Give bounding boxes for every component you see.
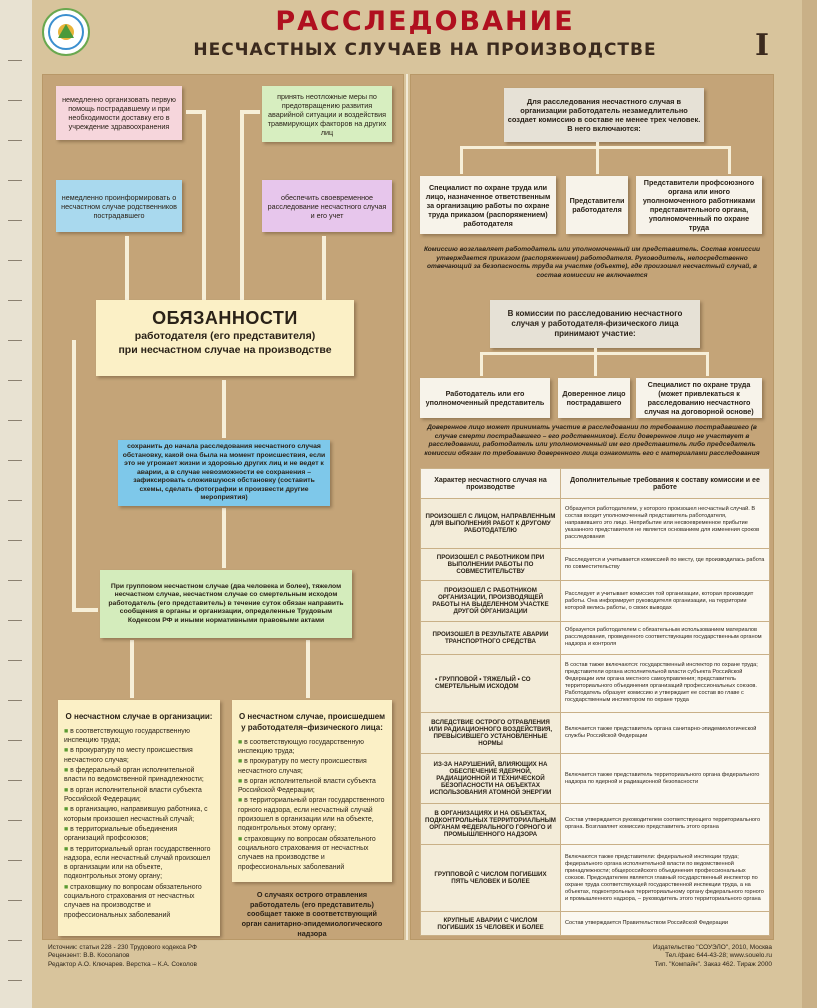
p-member-employer: Работодатель или его уполномоченный представитель — [420, 378, 550, 418]
requirements-table — [420, 468, 770, 936]
table-row: ПРОИЗОШЕЛ С ЛИЦОМ, НАПРАВЛЕННЫМ ДЛЯ ВЫПОЛНЕНИЯ РАБОТ К ДРУГОМУ РАБОТОДАТЕЛЮ Образуется работодателем, у которого произошел несчастный случай. В состав входит уполномоченный представитель работодателя, направившего это лицо. Неприбытие или несвоевременное прибытие указанного представителя не является основанием для изменения сроков расследования — [421, 499, 770, 549]
arrow-side-left — [72, 340, 76, 610]
arrow-to-group — [72, 608, 98, 612]
table-header-cell: Характер несчастного случая на производстве — [421, 469, 561, 499]
footer-source: Источник: статьи 228 - 230 Трудового кодекса РФ — [48, 944, 197, 951]
commission-note: Комиссию возглавляет работодатель или уполномоченный им представитель. Состав комиссии утверждается приказом (распоряжением) работодателя. Руководитель, непосредственно отвечающий за безопасность труда на участке (объекте), где произошел несчастный случай, в состав комиссии не включается — [423, 246, 761, 279]
trustee-note: Доверенное лицо может принимать участие в расследовании по требованию пострадавшего (в случае смерти пострадавшего – его родственников). Если доверенное лицо не участвует в расследовании, работодатель или уполномоченный им его представитель либо председатель комиссии обязан по требованию доверенного лица ознакомить его с материалами расследования — [424, 424, 760, 457]
phys-item: ■ страховщику по вопросам обязательного социального страхования от несчастных случаев на производстве и профессиональных заболеваний — [238, 835, 376, 871]
table-row: ПРОИЗОШЕЛ С РАБОТНИКОМ ПРИ ВЫПОЛНЕНИИ РАБОТЫ ПО СОВМЕСТИТЕЛЬСТВУ Расследуется и учитывается комиссией по месту, где производилась работа по совместительству — [421, 548, 770, 580]
phys-branch-2 — [594, 348, 597, 376]
table-row: В ОРГАНИЗАЦИЯХ И НА ОБЪЕКТАХ, ПОДКОНТРОЛЬНЫХ ТЕРРИТОРИАЛЬНЫМ ОРГАНАМ ФЕДЕРАЛЬНОГО ГОРНОГО И ПРОМЫШЛЕННОГО НАДЗОРА Состав утверждается руководителем соответствующего территориального органа. Возглавляет комиссию представитель этого органа — [421, 803, 770, 844]
footer-right — [560, 944, 772, 969]
table-row: ИЗ-ЗА НАРУШЕНИЙ, ВЛИЯЮЩИХ НА ОБЕСПЕЧЕНИЕ ЯДЕРНОЙ, РАДИАЦИОННОЙ И ТЕХНИЧЕСКОЙ БЕЗОПАСНОСТИ НА ОБЪЕКТАХ ИСПОЛЬЗОВАНИЯ АТОМНОЙ ЭНЕРГИИ Включается также представитель территориального органа федерального надзора по ядерной и радиационной безопасности — [421, 754, 770, 804]
footer-reviewer: Рецензент: В.В. Косолапов — [48, 952, 130, 960]
table-row: • ГРУППОВОЙ • ТЯЖЕЛЫЙ • СО СМЕРТЕЛЬНЫМ ИСХОДОМ В состав также включаются: государственный инспектор по охране труда; представители органа исполнительной власти субъекта Российской Федерации или органа местного самоуправления; представитель территориального объединения организаций профессиональных союзов. Работодатель образует комиссию и утверждает ее состав во главе с государственным инспектором по охране труда — [421, 654, 770, 712]
phys-item: ■ в соответствующую государственную инспекцию труда; — [238, 738, 364, 755]
logo-icon — [46, 12, 86, 52]
org-item: ■ в орган исполнительной власти субъекта Российской Федерации; — [64, 786, 202, 803]
footer-editor: Редактор А.О. Ключарев. Верстка – К.А. Соколов — [48, 960, 197, 968]
arrow-right-1 — [240, 110, 260, 114]
arrow-up-right — [240, 110, 244, 300]
commission-box: Для расследования несчастного случая в организации работодатель незамедлительно создает комиссию в составе не менее трех человек. В него включаются: — [504, 88, 704, 142]
obligations-title: ОБЯЗАННОСТИ — [152, 308, 298, 328]
org-item: ■ страховщику по вопросам обязательного социального страхования от несчастных случаев на производстве и профессиональных заболеваний — [64, 883, 202, 919]
arrow-down-3 — [130, 640, 134, 698]
branch-3 — [728, 146, 731, 174]
arrow-up-left — [202, 110, 206, 300]
table-row: ВСЛЕДСТВИЕ ОСТРОГО ОТРАВЛЕНИЯ ИЛИ РАДИАЦИОННОГО ВОЗДЕЙСТВИЯ, ПРЕВЫСИВШЕГО УСТАНОВЛЕННЫЕ НОРМЫ Включается также представитель органа санитарно-эпидемиологической службы Российской Федерации — [421, 713, 770, 754]
phys-commission-box: В комиссии по расследованию несчастного случая у работодателя-физического лица принимают участие: — [490, 300, 700, 348]
phys-item: ■ в прокуратуру по месту происшествия несчастного случая; — [238, 758, 367, 775]
org-notify-header: О несчастном случае в организации: — [65, 712, 213, 721]
branch-2 — [596, 142, 599, 174]
table-header-row — [421, 469, 770, 499]
binding-edge — [0, 0, 32, 1008]
org-item: ■ в территориальный орган государственного надзора, если несчастный случай произошел в организации или на объекте, подконтрольных этому органу; — [64, 845, 211, 881]
org-item: ■ в территориальные объединения организаций профсоюзов; — [64, 825, 178, 843]
obligations-box — [96, 300, 354, 376]
publisher-logo — [42, 8, 90, 56]
arrow-down-1 — [222, 380, 226, 438]
preserve-scene-box: сохранить до начала расследования несчастного случая обстановку, какой она была на момент происшествия, если это не угрожает жизни и здоровью других лиц и не ведет к аварии, а в случае невозможности ее сохранения – зафиксировать сложившуюся обстановку (составить схемы, сделать фотографии и произвести другие мероприятия) — [118, 440, 330, 506]
arrow-down-4 — [306, 640, 310, 698]
arrow-down-2 — [222, 508, 226, 568]
poster-number: I — [755, 28, 770, 63]
phys-branch-1 — [480, 352, 483, 376]
footer-left — [48, 944, 348, 969]
footer-print: Тип. "Компайн". Заказ 462. Тираж 2000 — [654, 960, 772, 968]
arrow-left-1 — [186, 110, 206, 114]
table-row: ГРУППОВОЙ С ЧИСЛОМ ПОГИБШИХ ПЯТЬ ЧЕЛОВЕК И БОЛЕЕ Включаются также представители: федеральной инспекции труда; федерального органа исполнительной власти по ведомственной принадлежности; общероссийского объединения профессиональных союзов. Председателем является главный государственный инспектор по охране труда соответствующей государственной инспекции труда, а на объектах, подконтрольных территориальному органу федерального горного и промышленного надзора, – руководитель этого территориального органа — [421, 845, 770, 912]
org-notify-list — [64, 712, 214, 921]
phys-notify-list — [238, 712, 386, 873]
acute-poisoning-note: О случаях острого отравления работодатель (его представитель) сообщает также в соответствующий орган санитарно-эпидемиологического надзора — [241, 890, 383, 938]
page-subtitle: НЕСЧАСТНЫХ СЛУЧАЕВ НА ПРОИЗВОДСТВЕ — [193, 40, 657, 60]
org-item: ■ в федеральный орган исполнительной власти по ведомственной принадлежности; — [64, 767, 204, 784]
inform-relatives-box: немедленно проинформировать о несчастном случае родственников пострадавшего — [56, 180, 182, 232]
table-header-cell: Дополнительные требования к составу комиссии и ее работе — [561, 469, 770, 499]
ensure-investigation-box: обеспечить своевременное расследование несчастного случая и его учет — [262, 180, 392, 232]
footer-contacts: Тел./факс 644-43-28; www.souelo.ru — [665, 952, 772, 960]
commission-branch — [460, 146, 730, 149]
arrow-up-2 — [125, 236, 129, 300]
org-item: ■ в соответствующую государственную инспекцию труда; — [64, 727, 190, 745]
center-divider — [406, 74, 408, 940]
obligations-line-1: работодателя (его представителя) — [134, 330, 316, 342]
phys-notify-header: О несчастном случае, происшедшем у работодателя–физического лица: — [238, 712, 386, 732]
arrow-up-3 — [322, 236, 326, 300]
footer-publisher: Издательство "СОУЭЛО", 2010, Москва — [652, 944, 772, 951]
first-aid-box: немедленно организовать первую помощь пострадавшему и при необходимости доставку его в учреждение здравоохранения — [56, 86, 182, 140]
branch-1 — [460, 146, 463, 174]
org-item: ■ в прокуратуру по месту происшествия несчастного случая; — [64, 747, 193, 764]
p-member-specialist: Специалист по охране труда (может привлекаться к расследованию несчастного случая на договорной основе) — [636, 378, 762, 418]
table-row: ПРОИЗОШЕЛ В РЕЗУЛЬТАТЕ АВАРИИ ТРАНСПОРТНОГО СРЕДСТВА Образуется работодателем с обязательным использованием материалов расследования, проведенного соответствующим государственным органом надзора и контроля — [421, 622, 770, 654]
phys-branch-3 — [706, 352, 709, 376]
phys-item: ■ в территориальный орган государственного горного надзора, если несчастный случай произошел в организации или на объекте, подконтрольных этому органу; — [238, 797, 385, 833]
org-item: ■ в организацию, направившую работника, с которым произошел несчастный случай; — [64, 806, 208, 823]
phys-item: ■ в орган исполнительной власти субъекта Российской Федерации; — [238, 777, 376, 795]
group-case-box: При групповом несчастном случае (два человека и более), тяжелом несчастном случае, несчастном случае со смертельным исходом работодатель (его представитель) в течение суток обязан направить сообщения в органы и организации, определенные Трудовым Кодексом РФ и иными нормативными правовыми актами — [100, 570, 352, 638]
urgent-measures-box: принять неотложные меры по предотвращению развития аварийной ситуации и воздействия травмирующих факторов на других лиц — [262, 86, 392, 142]
member-safety-specialist: Специалист по охране труда или лицо, назначенное ответственным за организацию работы по охране труда приказом (распоряжением) работодателя — [420, 176, 556, 234]
obligations-line-2: при несчастном случае на производстве — [118, 344, 332, 357]
page-title: РАССЛЕДОВАНИЕ — [275, 6, 575, 37]
table-row: КРУПНЫЕ АВАРИИ С ЧИСЛОМ ПОГИБШИХ 15 ЧЕЛОВЕК И БОЛЕЕ Состав утверждается Правительством Российской Федерации — [421, 912, 770, 936]
member-union-reps: Представители профсоюзного органа или иного уполномоченного работниками представительного органа, уполномоченный по охране труда — [636, 176, 762, 234]
table-row: ПРОИЗОШЕЛ С РАБОТНИКОМ ОРГАНИЗАЦИИ, ПРОИЗВОДЯЩЕЙ РАБОТЫ НА ВЫДЕЛЕННОМ УЧАСТКЕ ДРУГОЙ ОРГАНИЗАЦИИ Расследует и учитывает комиссия той организации, которая производит работы. Она информирует руководителя организации, на территории которой велись работы, о своих выводах — [421, 581, 770, 622]
member-employer-reps: Представители работодателя — [566, 176, 628, 234]
p-member-trustee: Доверенное лицо пострадавшего — [558, 378, 630, 418]
